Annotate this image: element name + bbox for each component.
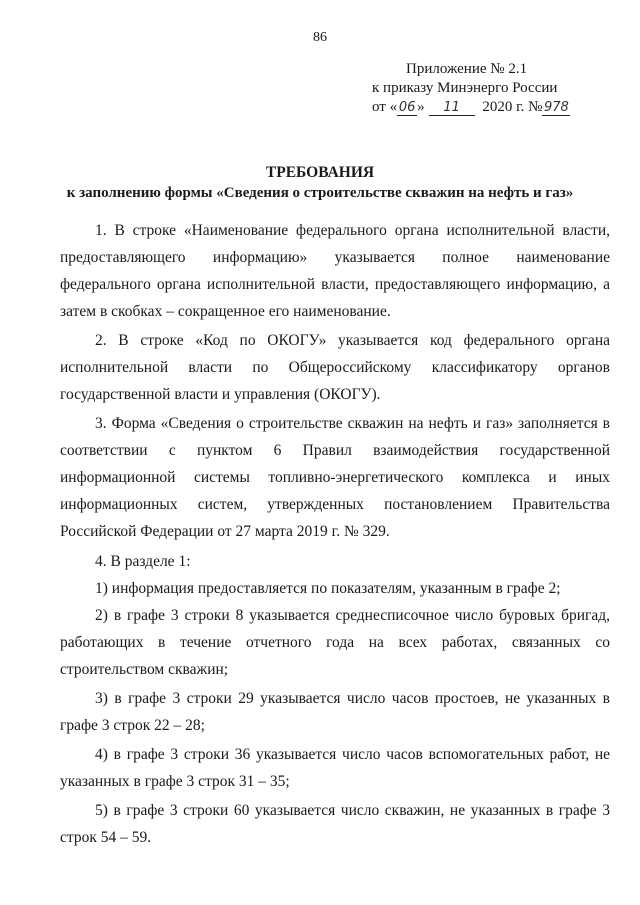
handwritten-month: 11 xyxy=(429,101,475,116)
appendix-header xyxy=(372,60,570,117)
appendix-order-ref: к приказу Минэнерго России xyxy=(372,80,558,96)
document-body xyxy=(60,217,610,851)
list-item-4: 4) в графе 3 строки 36 указывается число часов вспомогательных работ, не указанных в графе 3 строк 31 – 35; xyxy=(60,746,610,790)
paragraph-2: 2. В строке «Код по ОКОГУ» указывается код федерального органа исполнительной власти по Общероссийскому классификатору органов государственной власти и управления (ОКОГУ). xyxy=(60,332,610,403)
appendix-date-line xyxy=(372,98,570,117)
date-prefix: от « xyxy=(372,99,398,115)
paragraph-3: 3. Форма «Сведения о строительстве скважин на нефть и газ» заполняется в соответствии с пунктом 6 Правил взаимодействия государственной информационной системы топливно-энергетического комплекса и иных информационных систем, утвержденных постановлением Правительства Российской Федерации от 27 марта 2019 г. № 329. xyxy=(60,415,610,540)
paragraph-4: 4. В разделе 1: xyxy=(95,553,191,570)
paragraph-1: 1. В строке «Наименование федерального органа исполнительной власти, предоставляющего информацию» указывается полное наименование федерального органа исполнительной власти, предоставляющего информацию, а затем в скобках – сокращенное его наименование. xyxy=(60,222,610,320)
title-subheading: к заполнению формы «Сведения о строительстве скважин на нефть и газ» xyxy=(66,185,574,201)
handwritten-day: 06 xyxy=(398,100,416,115)
handwritten-order-number: 978 xyxy=(543,100,569,115)
date-mid: » xyxy=(417,99,425,115)
document-title xyxy=(0,163,640,203)
appendix-title: Приложение № 2.1 xyxy=(406,61,528,77)
list-item-1: 1) информация предоставляется по показателям, указанным в графе 2; xyxy=(95,580,561,597)
date-year: 2020 г. № xyxy=(482,99,543,115)
page-number: 86 xyxy=(313,30,327,45)
title-heading: ТРЕБОВАНИЯ xyxy=(265,164,375,181)
list-item-3: 3) в графе 3 строки 29 указывается число часов простоев, не указанных в графе 3 строк 22 – 28; xyxy=(60,690,610,734)
list-item-2: 2) в графе 3 строки 8 указывается среднесписочное число буровых бригад, работающих в течение отчетного года на всех работах, связанных со строительством скважин; xyxy=(60,607,610,678)
list-item-5: 5) в графе 3 строки 60 указывается число скважин, не указанных в графе 3 строк 54 – 59. xyxy=(60,802,610,846)
